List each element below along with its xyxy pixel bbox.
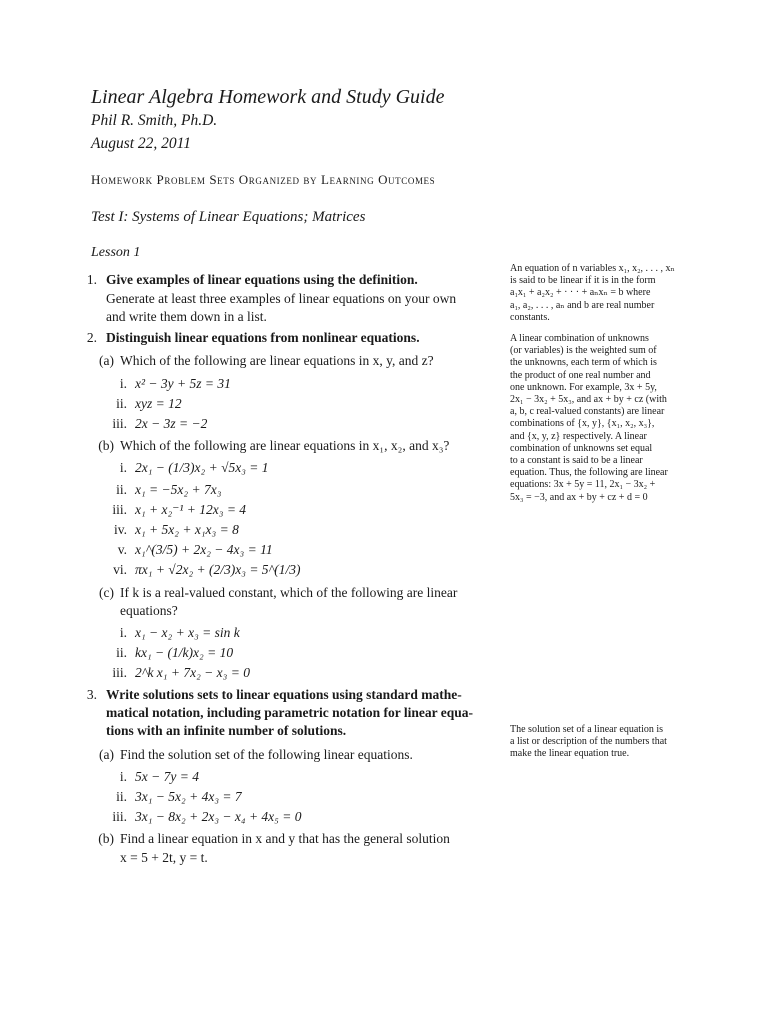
author-line: Phil R. Smith, Ph.D. <box>91 112 218 129</box>
sidenote-line: The solution set of a linear equation is <box>510 724 664 735</box>
equation-label: vi. <box>113 562 127 577</box>
sidenote-linear-combination <box>510 333 696 504</box>
part-prompt-line: Find a linear equation in x and y that has the general solution <box>120 831 450 846</box>
sidenote-line: A linear combination of unknowns <box>510 333 649 344</box>
item-number: 1. <box>86 272 97 287</box>
equation: x² − 3y + 5z = 31 <box>135 376 231 391</box>
equation-label: ii. <box>116 789 127 804</box>
sidenote-line: a₁, a₂, . . . , aₙ and b are real number <box>510 299 655 311</box>
item-title-line: tions with an infinite number of solutions. <box>106 723 347 738</box>
item-number: 2. <box>86 330 97 345</box>
equation-label: iv. <box>114 522 127 537</box>
date-line: August 22, 2011 <box>91 135 192 152</box>
equation: x₁ + 5x₂ + x₁x₃ = 8 <box>135 522 239 537</box>
sidenote-line: a₁x₁ + a₂x₂ + · · · + aₙxₙ = b where <box>510 287 651 299</box>
equation: 2^k x₁ + 7x₂ − x₃ = 0 <box>135 665 250 680</box>
part-prompt-line: equations? <box>120 603 178 618</box>
part-label: (a) <box>99 353 114 368</box>
equation: x₁^(3/5) + 2x₂ − 4x₃ = 11 <box>135 542 273 557</box>
sidenote-line: equations: 3x + 5y = 11, 2x₁ − 3x₂ + <box>510 479 656 491</box>
equation: kx₁ − (1/k)x₂ = 10 <box>135 645 234 660</box>
sidenote-line: (or variables) is the weighted sum of <box>510 345 657 357</box>
sidenote-line: is said to be linear if it is in the form <box>510 275 656 287</box>
equation-label: iii. <box>112 809 127 824</box>
equation: 2x − 3z = −2 <box>135 416 208 431</box>
part-prompt: Find the solution set of the following linear equations. <box>120 747 413 762</box>
equation-label: i. <box>119 625 127 640</box>
part-label: (b) <box>98 438 114 453</box>
equation-label: iii. <box>112 416 127 431</box>
equation: x₁ + x₂⁻¹ + 12x₃ = 4 <box>135 502 247 517</box>
equation-label: iii. <box>112 665 127 680</box>
sidenote-line: constants. <box>510 311 550 323</box>
equation-label: iii. <box>112 502 127 517</box>
sidenote-solution-set <box>510 724 696 761</box>
part-label: (c) <box>99 585 114 600</box>
sidenote-line: An equation of n variables x₁, x₂, . . . , xₙ <box>510 263 675 274</box>
sidenote-linear-equation <box>510 263 696 324</box>
equation: 3x₁ − 8x₂ + 2x₃ − x₄ + 4x₅ = 0 <box>135 809 302 824</box>
equation: 3x₁ − 5x₂ + 4x₃ = 7 <box>135 789 242 804</box>
sidenote-line: to a constant is said to be a linear <box>510 455 643 467</box>
sidenote-line: the unknowns, each term of which is <box>510 357 657 369</box>
equation-label: i. <box>119 376 127 391</box>
equation: 2x₁ − (1/3)x₂ + √5x₃ = 1 <box>135 460 269 475</box>
part-label: (b) <box>98 831 114 846</box>
section-heading: Homework Problem Sets Organized by Learning Outcomes <box>91 172 436 187</box>
equation: 5x − 7y = 4 <box>135 769 199 784</box>
item-title: Give examples of linear equations using the definition. <box>106 272 418 287</box>
sidenote-line: make the linear equation true. <box>510 748 630 760</box>
test-heading: Test I: Systems of Linear Equations; Matrices <box>91 209 366 225</box>
sidenote-line: the product of one real number and <box>510 369 651 381</box>
equation-label: v. <box>117 542 127 557</box>
part-prompt: Which of the following are linear equations in x, y, and z? <box>120 353 434 368</box>
part-prompt-line: x = 5 + 2t, y = t. <box>120 850 208 865</box>
equation: x₁ = −5x₂ + 7x₃ <box>135 482 222 497</box>
item-title-line: matical notation, including parametric notation for linear equa- <box>106 705 473 720</box>
item-body-line: and write them down in a list. <box>106 309 267 324</box>
sidenote-line: a, b, c real-valued constants) are linear <box>510 406 665 418</box>
equation-label: ii. <box>116 645 127 660</box>
equation-label: i. <box>119 460 127 475</box>
part-prompt-line: If k is a real-valued constant, which of the following are linear <box>120 585 458 600</box>
item-body-line: Generate at least three examples of linear equations on your own <box>106 291 457 306</box>
equation-label: i. <box>119 769 127 784</box>
sidenote-line: combination of unknowns set equal <box>510 442 653 454</box>
item-title-line: Write solutions sets to linear equations using standard mathe- <box>106 687 462 702</box>
part-prompt: Which of the following are linear equations in x₁, x₂, and x₃? <box>120 438 450 453</box>
part-label: (a) <box>99 747 114 762</box>
item-title: Distinguish linear equations from nonlinear equations. <box>106 330 420 345</box>
equation: x₁ − x₂ + x₃ = sin k <box>135 625 240 640</box>
sidenote-line: a list or description of the numbers that <box>510 736 667 748</box>
sidenote-line: equation. Thus, the following are linear <box>510 467 668 479</box>
sidenote-line: 5x₃ = −3, and ax + by + cz + d = 0 <box>510 491 648 503</box>
sidenote-line: 2x₁ − 3x₂ + 5x₃, and ax + by + cz (with <box>510 394 667 406</box>
lesson-heading: Lesson 1 <box>91 245 141 260</box>
sidenote-line: and {x, y, z} respectively. A linear <box>510 430 647 442</box>
sidenote-line: combinations of {x, y}, {x₁, x₂, x₃}, <box>510 418 655 430</box>
document-title: Linear Algebra Homework and Study Guide <box>91 86 445 108</box>
equation: xyz = 12 <box>135 396 182 411</box>
item-number: 3. <box>86 687 97 702</box>
equation-label: ii. <box>116 396 127 411</box>
equation: πx₁ + √2x₂ + (2/3)x₃ = 5^(1/3) <box>135 562 301 577</box>
equation-label: ii. <box>116 482 127 497</box>
sidenote-line: one unknown. For example, 3x + 5y, <box>510 381 657 393</box>
